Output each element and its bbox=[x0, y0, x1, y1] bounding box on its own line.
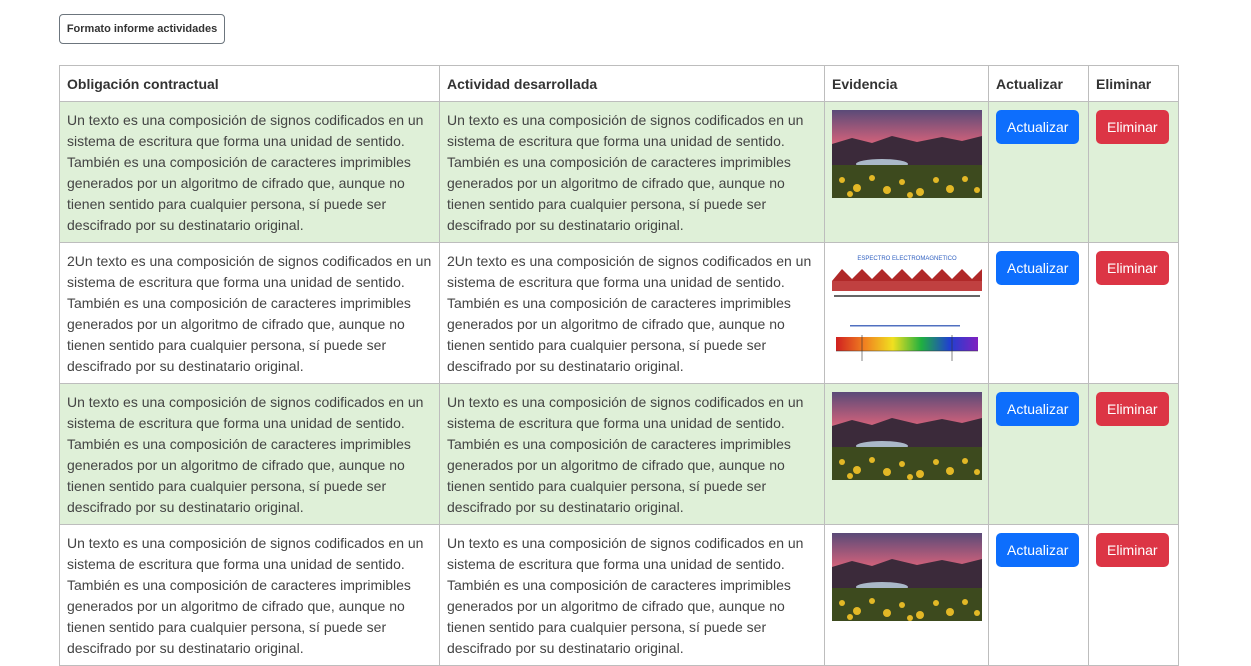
eliminar-button[interactable]: Eliminar bbox=[1096, 392, 1169, 426]
evidence-spectrum-image[interactable] bbox=[832, 251, 982, 369]
actualizar-cell bbox=[989, 102, 1089, 243]
header-obligacion: Obligación contractual bbox=[60, 66, 440, 102]
formato-informe-button[interactable]: Formato informe actividades bbox=[59, 14, 225, 44]
table-header-row bbox=[60, 66, 1179, 102]
eliminar-button[interactable]: Eliminar bbox=[1096, 251, 1169, 285]
header-actualizar: Actualizar bbox=[989, 66, 1089, 102]
evidencia-cell bbox=[825, 384, 989, 525]
table-row bbox=[60, 243, 1179, 384]
obligacion-cell: Un texto es una composición de signos codificados en un sistema de escritura que forma una unidad de sentido. También es una composición de caracteres imprimibles generados por un algoritmo de cifrado que, aunque no tienen sentido para cualquier persona, sí puede ser descifrado por su destinatario original. bbox=[60, 384, 440, 525]
actividad-cell: Un texto es una composición de signos codificados en un sistema de escritura que forma una unidad de sentido. También es una composición de caracteres imprimibles generados por un algoritmo de cifrado que, aunque no tienen sentido para cualquier persona, sí puede ser descifrado por su destinatario original. bbox=[440, 384, 825, 525]
actualizar-button[interactable]: Actualizar bbox=[996, 110, 1079, 144]
activities-table bbox=[59, 65, 1179, 666]
actualizar-button[interactable]: Actualizar bbox=[996, 392, 1079, 426]
evidencia-cell bbox=[825, 525, 989, 666]
eliminar-button[interactable]: Eliminar bbox=[1096, 110, 1169, 144]
actualizar-cell bbox=[989, 384, 1089, 525]
actividad-cell: Un texto es una composición de signos codificados en un sistema de escritura que forma una unidad de sentido. También es una composición de caracteres imprimibles generados por un algoritmo de cifrado que, aunque no tienen sentido para cualquier persona, sí puede ser descifrado por su destinatario original. bbox=[440, 525, 825, 666]
eliminar-cell bbox=[1089, 384, 1179, 525]
eliminar-button[interactable]: Eliminar bbox=[1096, 533, 1169, 567]
eliminar-cell bbox=[1089, 525, 1179, 666]
header-evidencia: Evidencia bbox=[825, 66, 989, 102]
obligacion-cell: Un texto es una composición de signos codificados en un sistema de escritura que forma una unidad de sentido. También es una composición de caracteres imprimibles generados por un algoritmo de cifrado que, aunque no tienen sentido para cualquier persona, sí puede ser descifrado por su destinatario original. bbox=[60, 102, 440, 243]
actividad-cell: 2Un texto es una composición de signos codificados en un sistema de escritura que forma una unidad de sentido. También es una composición de caracteres imprimibles generados por un algoritmo de cifrado que, aunque no tienen sentido para cualquier persona, sí puede ser descifrado por su destinatario original. bbox=[440, 243, 825, 384]
actualizar-button[interactable]: Actualizar bbox=[996, 251, 1079, 285]
spectrum-title: ESPECTRO ELECTROMAGNETICO bbox=[857, 256, 957, 262]
eliminar-cell bbox=[1089, 102, 1179, 243]
actividad-cell: Un texto es una composición de signos codificados en un sistema de escritura que forma una unidad de sentido. También es una composición de caracteres imprimibles generados por un algoritmo de cifrado que, aunque no tienen sentido para cualquier persona, sí puede ser descifrado por su destinatario original. bbox=[440, 102, 825, 243]
evidence-landscape-image[interactable] bbox=[832, 533, 982, 621]
obligacion-cell: 2Un texto es una composición de signos codificados en un sistema de escritura que forma una unidad de sentido. También es una composición de caracteres imprimibles generados por un algoritmo de cifrado que, aunque no tienen sentido para cualquier persona, sí puede ser descifrado por su destinatario original. bbox=[60, 243, 440, 384]
actualizar-cell bbox=[989, 243, 1089, 384]
header-actividad: Actividad desarrollada bbox=[440, 66, 825, 102]
evidencia-cell bbox=[825, 102, 989, 243]
header-eliminar: Eliminar bbox=[1089, 66, 1179, 102]
obligacion-cell: Un texto es una composición de signos codificados en un sistema de escritura que forma una unidad de sentido. También es una composición de caracteres imprimibles generados por un algoritmo de cifrado que, aunque no tienen sentido para cualquier persona, sí puede ser descifrado por su destinatario original. bbox=[60, 525, 440, 666]
table-row bbox=[60, 384, 1179, 525]
table-row bbox=[60, 525, 1179, 666]
eliminar-cell bbox=[1089, 243, 1179, 384]
evidence-landscape-image[interactable] bbox=[832, 110, 982, 198]
evidencia-cell bbox=[825, 243, 989, 384]
evidence-landscape-image[interactable] bbox=[832, 392, 982, 480]
actualizar-button[interactable]: Actualizar bbox=[996, 533, 1079, 567]
table-row bbox=[60, 102, 1179, 243]
actualizar-cell bbox=[989, 525, 1089, 666]
